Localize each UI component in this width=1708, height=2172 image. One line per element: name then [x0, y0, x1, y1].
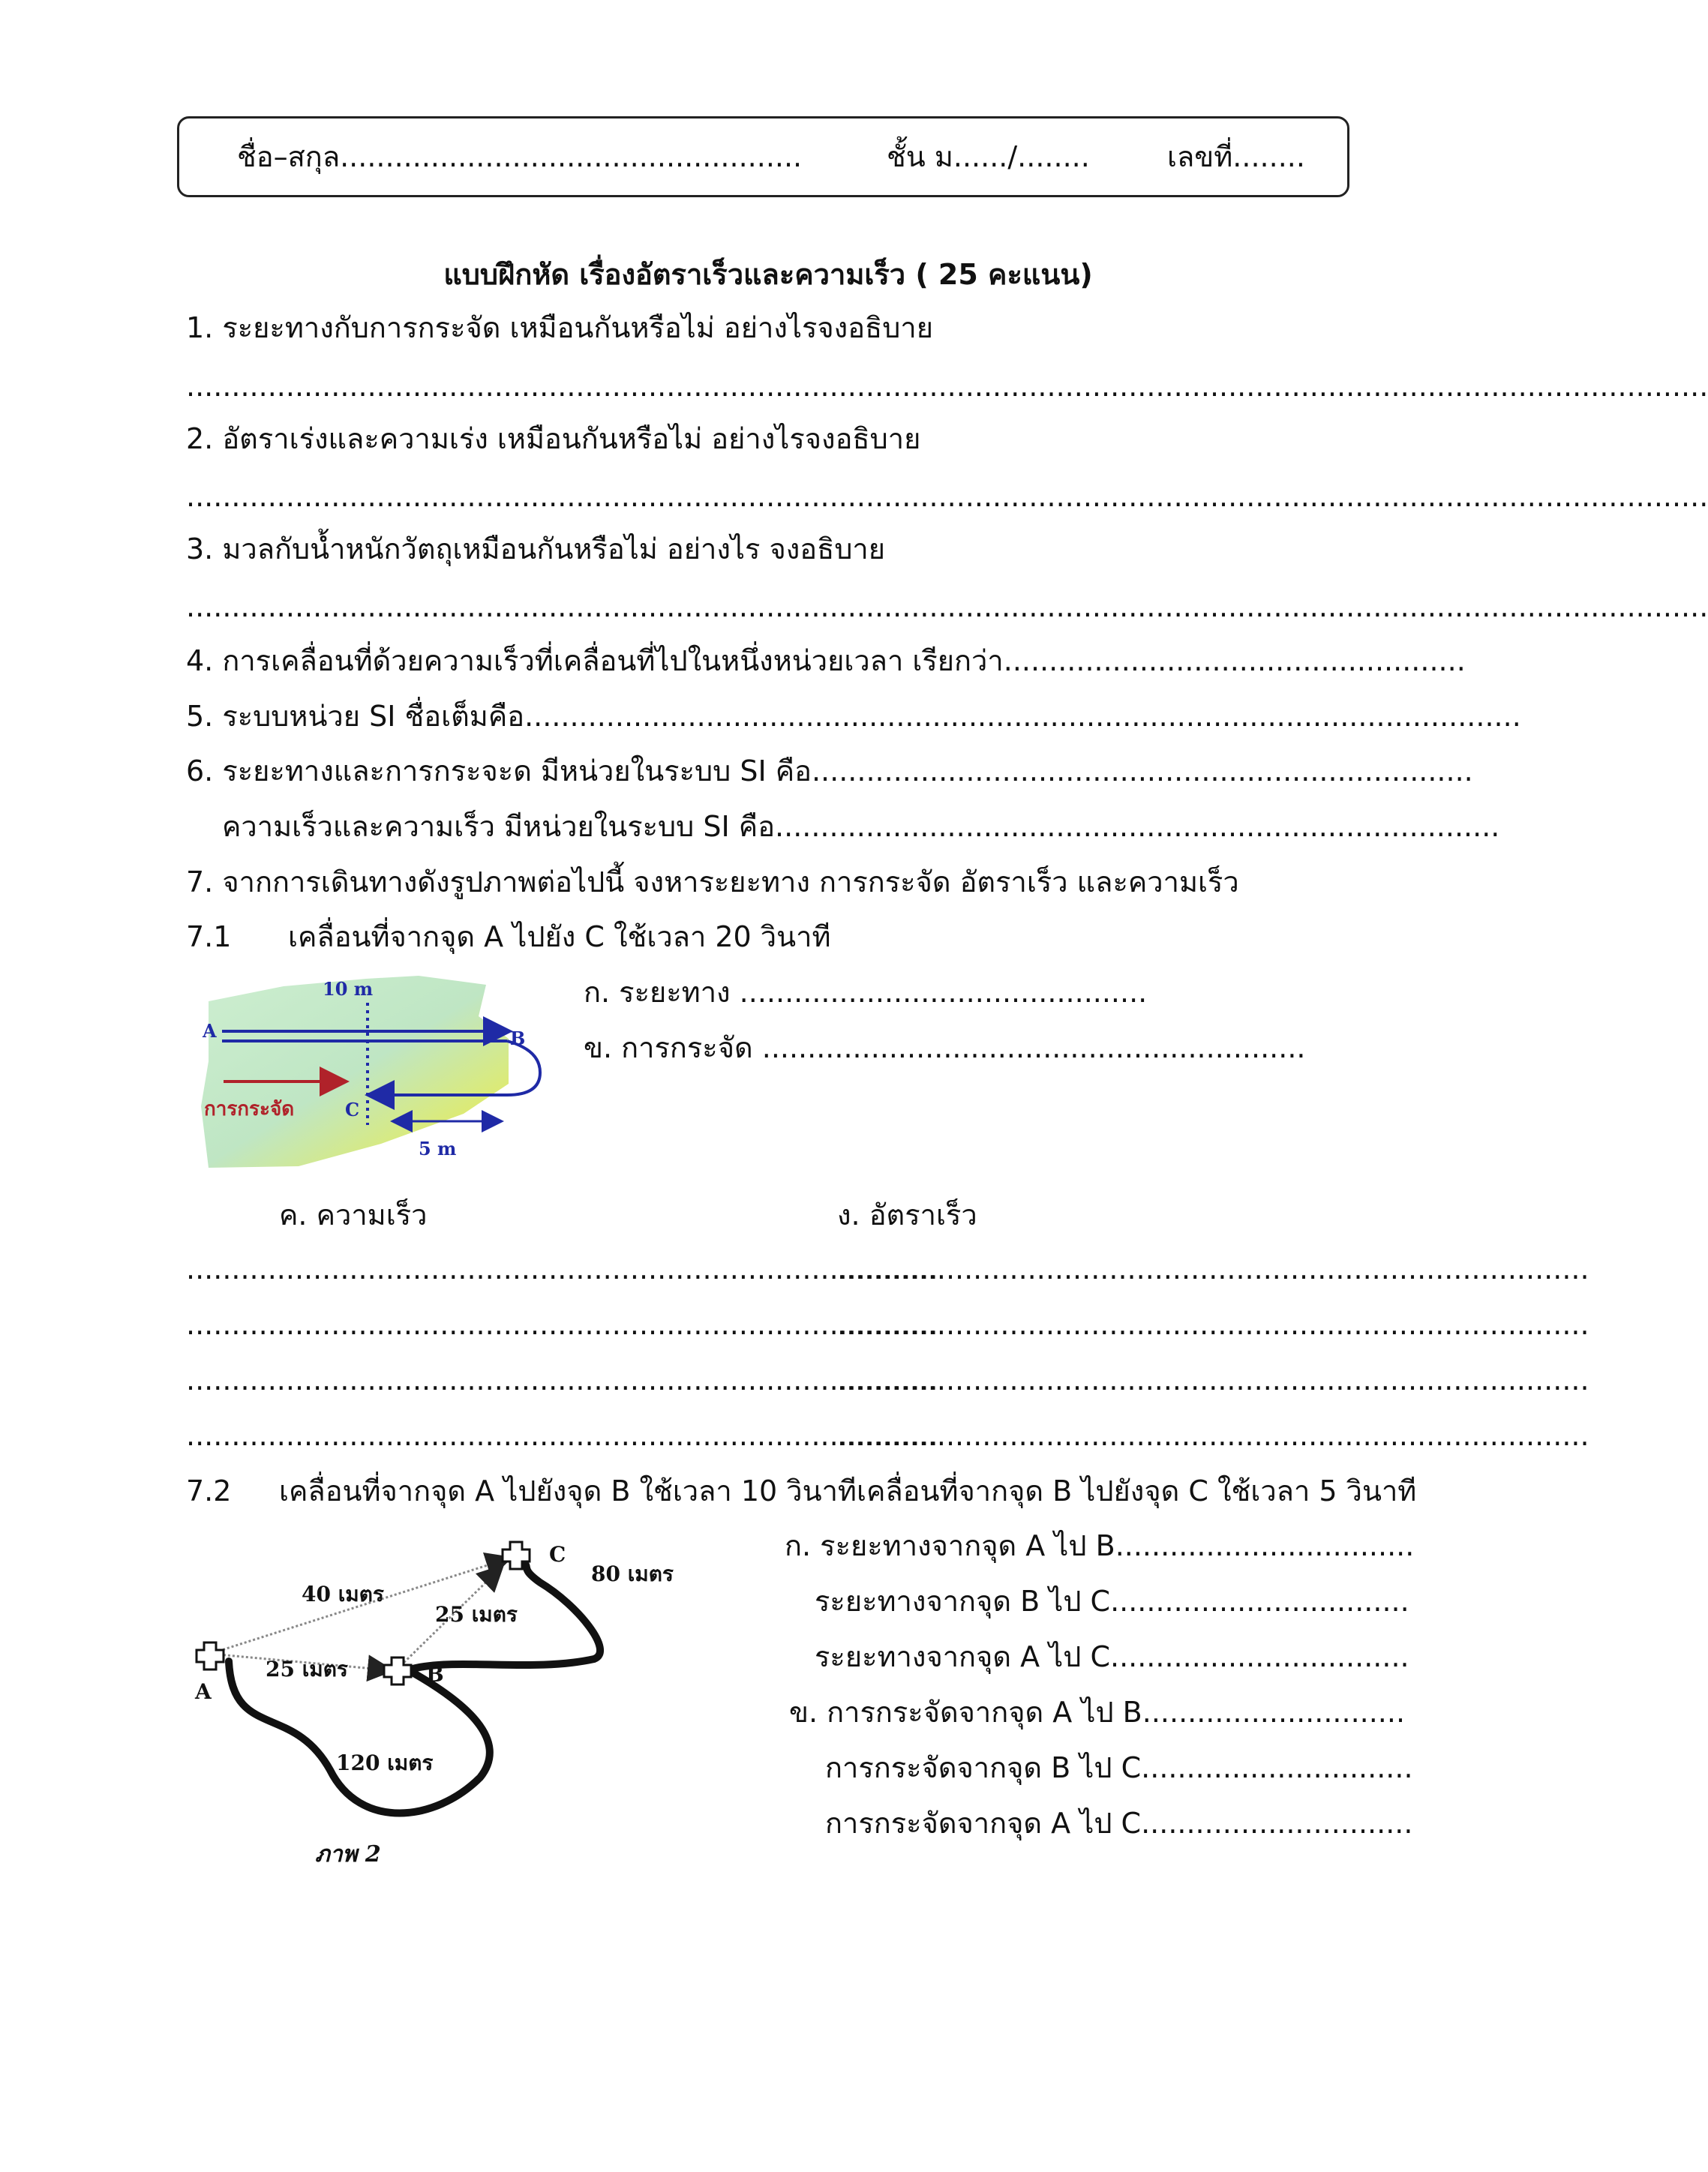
point-a-marker — [197, 1642, 224, 1670]
question-1: 1. ระยะทางกับการกระจัด เหมือนกันหรือไม่ อย่างไรจงอธิบาย — [186, 311, 933, 344]
question-3: 3. มวลกับน้ำหนักวัตถุเหมือนกันหรือไม่ อย่างไร จงอธิบาย — [186, 532, 886, 566]
figure-background-shape — [201, 976, 509, 1168]
q72-answer-line[interactable]: ข. การกระจัดจากจุด A ไป B............................. — [789, 1696, 1406, 1729]
question-2: 2. อัตราเร่งและความเร่ง เหมือนกันหรือไม่ อย่างไรจงอธิบาย — [186, 422, 921, 455]
point-b-marker — [384, 1658, 411, 1684]
q71-velocity-label: ค. ความเร็ว — [279, 1198, 428, 1232]
label-10m: 10 m — [323, 978, 374, 1000]
question-4: 4. การเคลื่อนที่ด้วยความเร็วที่เคลื่อนที่ไปในหนึ่งหน่วยเวลา เรียกว่า................................................... — [186, 644, 1466, 677]
label-5m: 5 m — [419, 1138, 457, 1160]
displacement-figure-2 — [188, 1522, 698, 1882]
label-80m: 80 เมตร — [591, 1562, 674, 1586]
q72-answer-line[interactable]: ระยะทางจากจุด A ไป C................................. — [815, 1640, 1409, 1673]
question-7: 7. จากการเดินทางดังรูปภาพต่อไปนี้ จงหาระยะทาง การกระจัด อัตราเร็ว และความเร็ว — [186, 866, 1239, 898]
label-point-b: B — [510, 1028, 526, 1049]
answer-line-2[interactable]: ........................................................................................................................................................................ — [186, 480, 1708, 513]
q71-number: 7.1 — [186, 920, 232, 953]
question-5: 5. ระบบหน่วย SI ชื่อเต็มคือ.............................................................................................................. — [186, 700, 1521, 733]
name-field[interactable]: ชื่อ–สกุล................................................... — [237, 140, 803, 173]
q72-answer-line[interactable]: การกระจัดจากจุด A ไป C.............................. — [825, 1807, 1413, 1840]
class-field[interactable]: ชั้น ม....../........ — [887, 140, 1090, 173]
question-6a: 6. ระยะทางและการกระจะด มีหน่วยในระบบ SI คือ......................................................................... — [186, 754, 1473, 788]
q72-number: 7.2 — [186, 1474, 232, 1508]
displacement-figure-1 — [194, 971, 569, 1174]
number-field[interactable]: เลขที่........ — [1167, 140, 1305, 173]
curved-path-a-to-b — [229, 1661, 490, 1814]
worksheet-title: แบบฝึกหัด เรื่องอัตราเร็วและความเร็ว ( 25 คะแนน) — [443, 258, 1093, 291]
label-40m: 40 เมตร — [302, 1582, 384, 1606]
velocity-answer-line[interactable]: ................................................................................... — [186, 1252, 938, 1286]
answer-line-1[interactable]: ........................................................................................................................................................................ — [186, 370, 1708, 403]
q72-answer-line[interactable]: ระยะทางจากจุด B ไป C................................. — [815, 1585, 1409, 1618]
figure-caption: ภาพ 2 — [315, 1841, 381, 1868]
q72-text: เคลื่อนที่จากจุด A ไปยังจุด B ใช้เวลา 10 วินาทีเคลื่อนที่จากจุด B ไปยังจุด C ใช้เวลา 5 วินาที — [279, 1474, 1417, 1508]
label-point-b: B — [426, 1662, 444, 1687]
q72-answer-line[interactable]: การกระจัดจากจุด B ไป C.............................. — [825, 1751, 1413, 1784]
label-120m: 120 เมตร — [336, 1750, 434, 1775]
label-point-a: A — [203, 1020, 217, 1042]
q71-displacement-line[interactable]: ข. การกระจัด ............................................................ — [584, 1031, 1306, 1064]
answer-line-3[interactable]: ........................................................................................................................................................................ — [186, 590, 1708, 623]
q71-distance-line[interactable]: ก. ระยะทาง ............................................. — [584, 976, 1148, 1009]
label-point-a: A — [195, 1679, 212, 1704]
q72-answer-line[interactable]: ก. ระยะทางจากจุด A ไป B................................. — [785, 1529, 1415, 1562]
q71-speed-label: ง. อัตราเร็ว — [837, 1198, 977, 1232]
speed-answer-line[interactable]: ................................................................................... — [837, 1308, 1589, 1341]
label-displacement: การกระจัด — [204, 1098, 295, 1120]
velocity-answer-line[interactable]: ................................................................................... — [186, 1419, 938, 1452]
label-point-c: C — [549, 1542, 566, 1567]
q71-text: เคลื่อนที่จากจุด A ไปยัง C ใช้เวลา 20 วินาที — [288, 920, 831, 953]
speed-answer-line[interactable]: ................................................................................... — [837, 1419, 1589, 1452]
velocity-answer-line[interactable]: ................................................................................... — [186, 1308, 938, 1341]
speed-answer-line[interactable]: ................................................................................... — [837, 1252, 1589, 1286]
label-25m-bc: 25 เมตร — [435, 1602, 518, 1627]
speed-answer-line[interactable]: ................................................................................... — [837, 1364, 1589, 1396]
question-6b: ความเร็วและความเร็ว มีหน่วยในระบบ SI คือ................................................................................ — [222, 810, 1500, 843]
velocity-answer-line[interactable]: ................................................................................... — [186, 1364, 938, 1396]
label-point-c: C — [345, 1099, 360, 1120]
label-25m-ab: 25 เมตร — [266, 1657, 348, 1682]
